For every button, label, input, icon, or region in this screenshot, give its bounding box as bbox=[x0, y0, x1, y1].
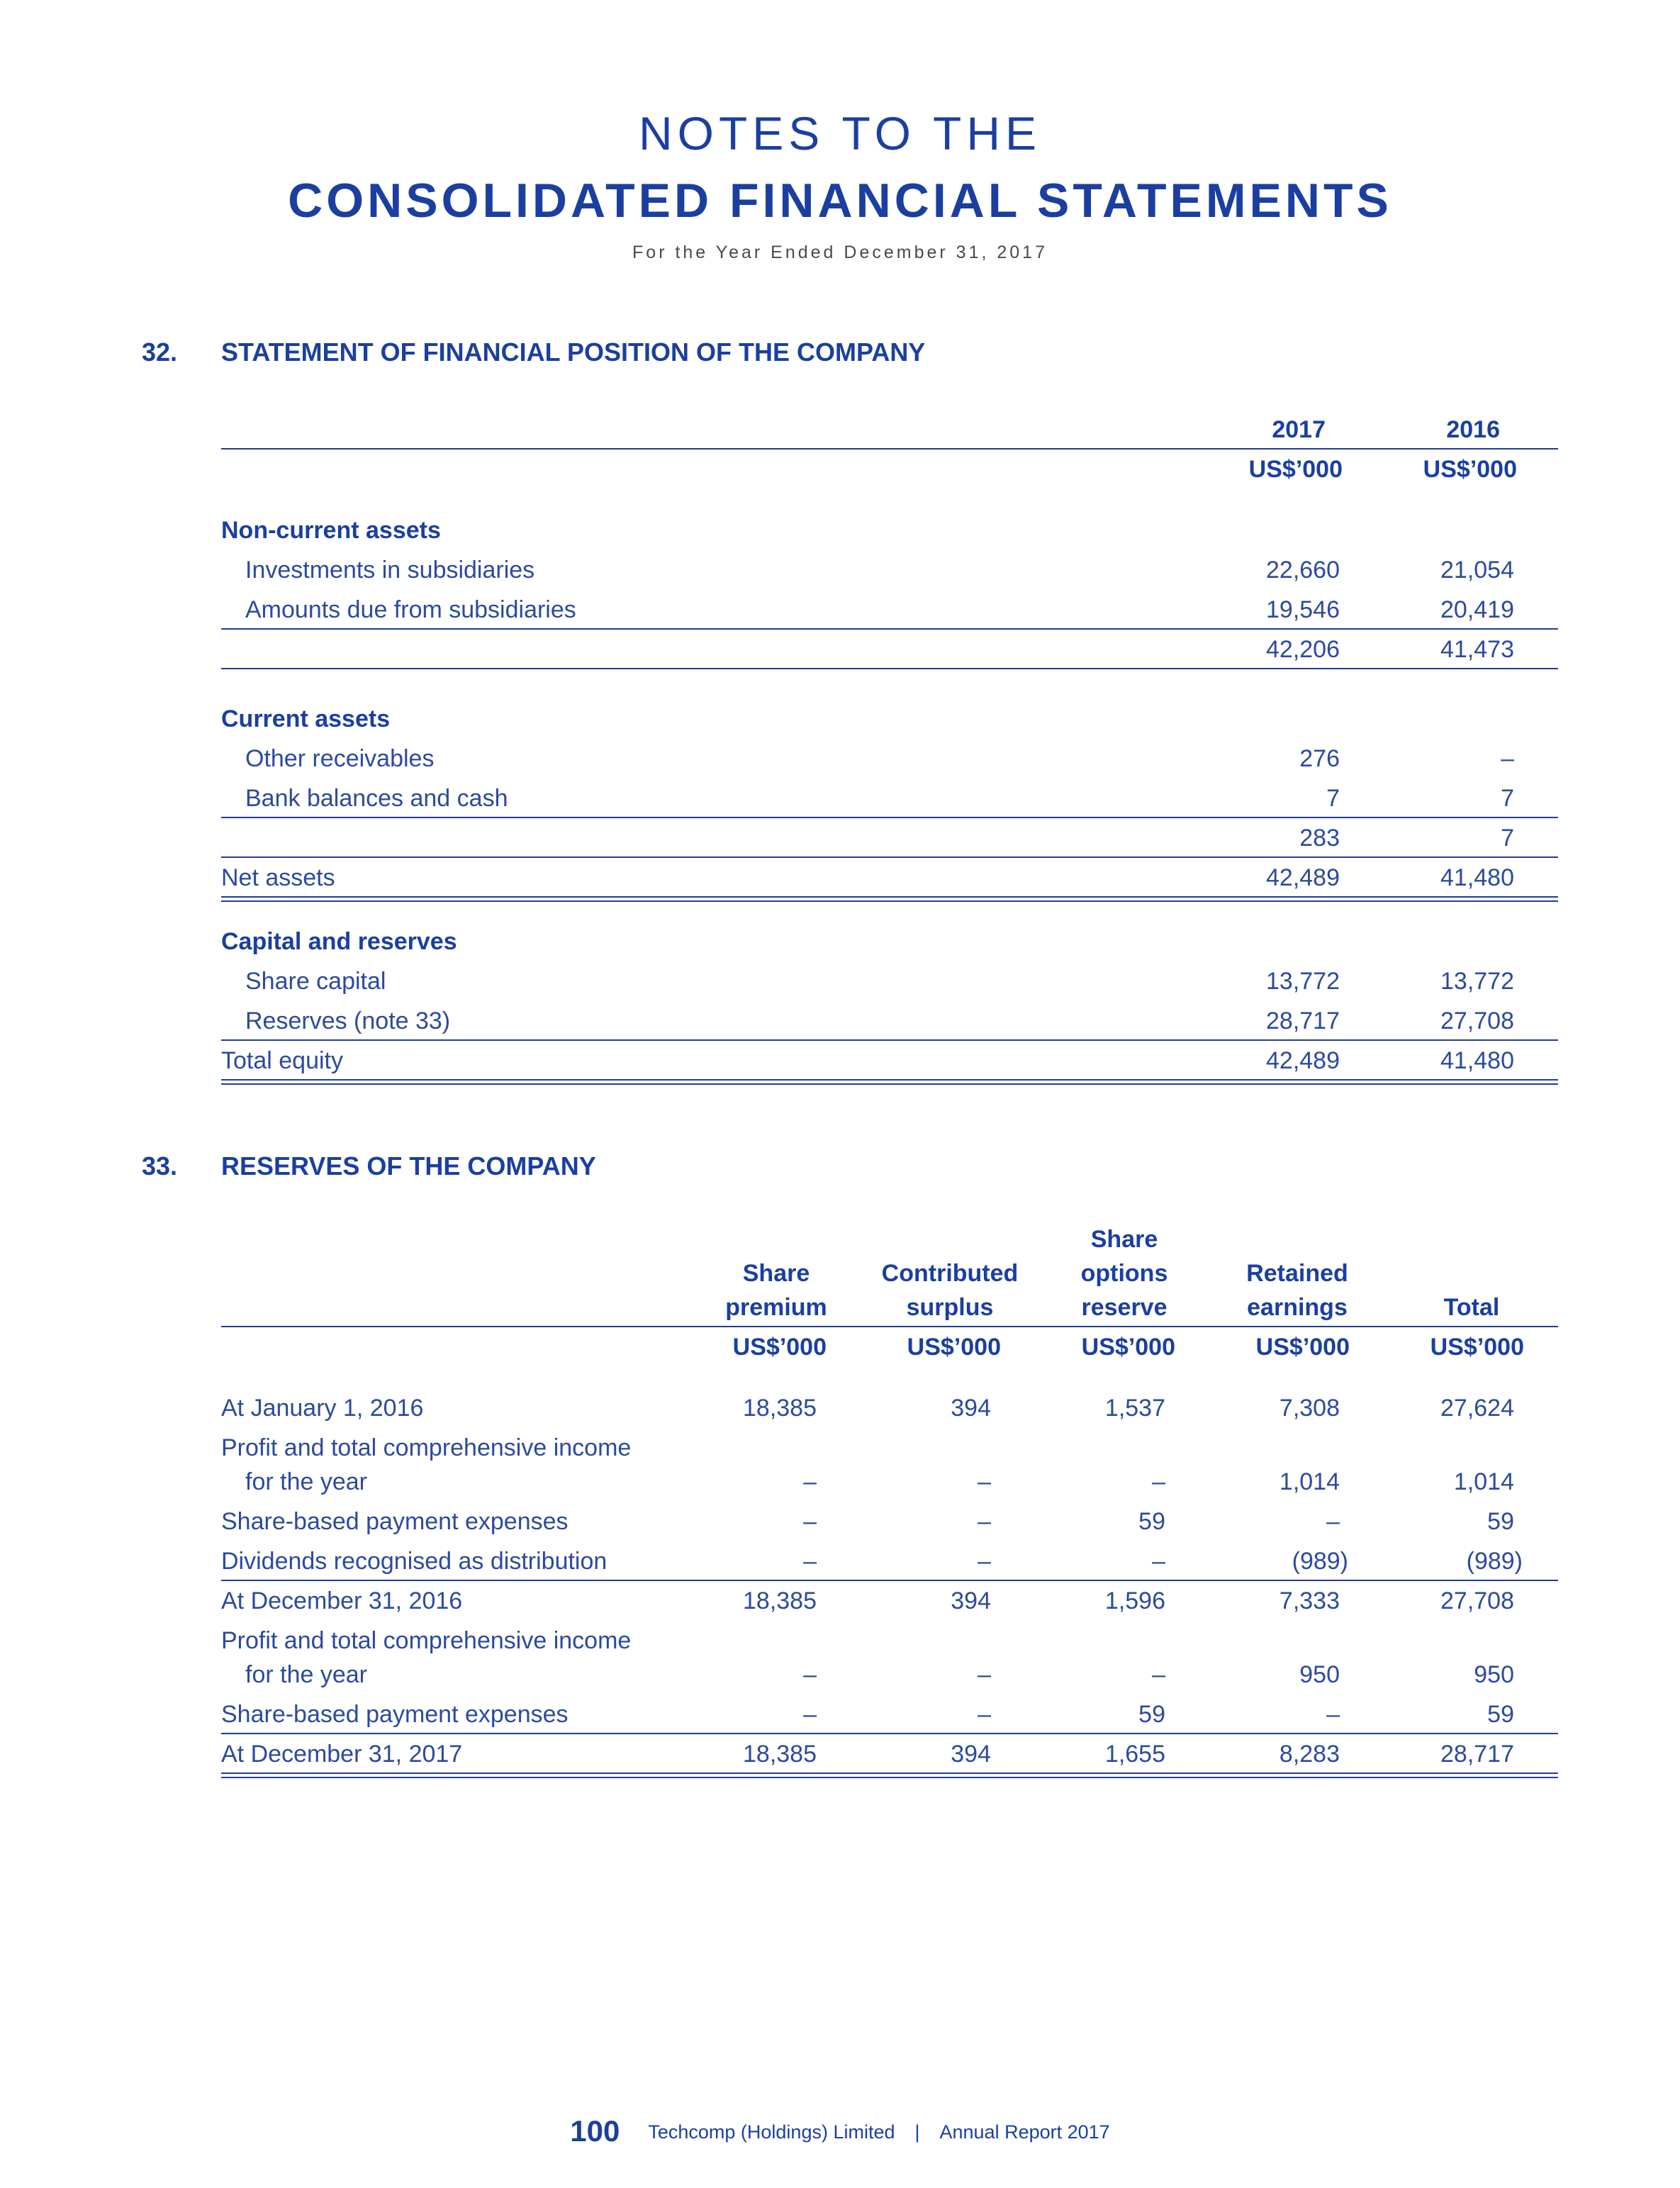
page-header-subtitle: For the Year Ended December 31, 2017 bbox=[632, 242, 1048, 262]
divider bbox=[221, 668, 1558, 669]
row-value: 1,014 bbox=[1453, 1468, 1514, 1495]
row-value: – bbox=[1152, 1548, 1165, 1575]
noncurrent-assets-heading: Non-current assets bbox=[221, 517, 441, 544]
row-value: (989) bbox=[1466, 1548, 1523, 1575]
col-unit-2017: US$’000 bbox=[1248, 456, 1343, 483]
row-value: 28,717 bbox=[1440, 1741, 1514, 1768]
row-value: – bbox=[1152, 1661, 1165, 1688]
row-value: (989) bbox=[1292, 1548, 1348, 1575]
investments-2016: 21,054 bbox=[1440, 557, 1514, 584]
row-value: 18,385 bbox=[743, 1587, 817, 1614]
other-receivables-label: Other receivables bbox=[245, 745, 435, 772]
section-32-title: STATEMENT OF FINANCIAL POSITION OF THE COMPANY bbox=[221, 337, 926, 367]
reserves-2016: 27,708 bbox=[1440, 1008, 1514, 1034]
noncurrent-total-2016: 41,473 bbox=[1440, 636, 1514, 663]
total-equity-2016: 41,480 bbox=[1440, 1047, 1514, 1074]
share-capital-2016: 13,772 bbox=[1440, 968, 1514, 995]
investments-label: Investments in subsidiaries bbox=[245, 557, 535, 584]
page-header-title: CONSOLIDATED FINANCIAL STATEMENTS bbox=[288, 174, 1392, 228]
row-value: 59 bbox=[1487, 1701, 1514, 1728]
col-unit-2016: US$’000 bbox=[1423, 456, 1517, 483]
col-unit: US$’000 bbox=[907, 1334, 1001, 1361]
row-value: 950 bbox=[1299, 1661, 1340, 1688]
capital-reserves-heading: Capital and reserves bbox=[221, 928, 457, 955]
double-underline bbox=[221, 900, 1558, 902]
double-underline bbox=[221, 1079, 1558, 1081]
amounts-due-2017: 19,546 bbox=[1266, 596, 1340, 623]
col-share-premium-line1: Share bbox=[742, 1260, 810, 1287]
row-label: Profit and total comprehensive income bbox=[221, 1627, 632, 1654]
current-total-2017: 283 bbox=[1299, 825, 1340, 852]
noncurrent-total-2017: 42,206 bbox=[1266, 636, 1340, 663]
col-share-premium-line2: premium bbox=[725, 1294, 827, 1321]
col-share-options-line2: options bbox=[1080, 1260, 1168, 1287]
section-33-number: 33. bbox=[142, 1151, 178, 1180]
row-value: 1,014 bbox=[1279, 1468, 1340, 1495]
double-underline bbox=[221, 1777, 1558, 1778]
row-value: 18,385 bbox=[743, 1741, 817, 1768]
row-value: 27,624 bbox=[1440, 1395, 1514, 1422]
row-value: 950 bbox=[1474, 1661, 1514, 1688]
reserves-label: Reserves (note 33) bbox=[245, 1008, 451, 1034]
double-underline bbox=[221, 896, 1558, 898]
col-share-options-line1: Share bbox=[1090, 1226, 1158, 1253]
row-value: 7,333 bbox=[1279, 1587, 1340, 1614]
row-label: Profit and total comprehensive income bbox=[221, 1434, 632, 1461]
col-retained-earnings-line2: earnings bbox=[1247, 1294, 1348, 1321]
row-value: – bbox=[803, 1548, 817, 1575]
divider bbox=[221, 817, 1558, 818]
row-label: Share-based payment expenses bbox=[221, 1701, 569, 1728]
col-total-line1: Total bbox=[1443, 1294, 1500, 1321]
row-label: At January 1, 2016 bbox=[221, 1395, 424, 1422]
divider bbox=[221, 1580, 1558, 1581]
share-capital-label: Share capital bbox=[245, 968, 386, 995]
row-value: – bbox=[803, 1468, 817, 1495]
current-total-2016: 7 bbox=[1501, 825, 1514, 852]
total-equity-2017: 42,489 bbox=[1266, 1047, 1340, 1074]
reserves-2017: 28,717 bbox=[1266, 1008, 1340, 1034]
double-underline bbox=[221, 1773, 1558, 1774]
col-year-2016: 2016 bbox=[1446, 416, 1500, 443]
share-capital-2017: 13,772 bbox=[1266, 968, 1340, 995]
footer-separator: | bbox=[914, 2121, 920, 2143]
bank-balances-2016: 7 bbox=[1501, 785, 1514, 812]
net-assets-2016: 41,480 bbox=[1440, 864, 1514, 891]
divider bbox=[221, 1326, 1558, 1327]
row-value: – bbox=[1326, 1701, 1340, 1728]
row-label-cont: for the year bbox=[245, 1468, 367, 1495]
row-value: 27,708 bbox=[1440, 1587, 1514, 1614]
row-label-cont: for the year bbox=[245, 1661, 367, 1688]
amounts-due-2016: 20,419 bbox=[1440, 596, 1514, 623]
page-header-line1: NOTES TO THE bbox=[638, 107, 1042, 160]
col-unit: US$’000 bbox=[1081, 1334, 1175, 1361]
footer-report: Annual Report 2017 bbox=[939, 2121, 1110, 2143]
page-footer bbox=[0, 2114, 1680, 2148]
net-assets-label: Net assets bbox=[221, 864, 335, 891]
col-unit: US$’000 bbox=[1255, 1334, 1350, 1361]
bank-balances-label: Bank balances and cash bbox=[245, 785, 508, 812]
total-equity-label: Total equity bbox=[221, 1047, 343, 1074]
col-unit: US$’000 bbox=[732, 1334, 827, 1361]
row-label: At December 31, 2017 bbox=[221, 1741, 463, 1768]
row-value: 59 bbox=[1487, 1508, 1514, 1535]
row-value: – bbox=[1326, 1508, 1340, 1535]
bank-balances-2017: 7 bbox=[1326, 785, 1340, 812]
row-value: – bbox=[978, 1548, 991, 1575]
row-value: 8,283 bbox=[1279, 1741, 1340, 1768]
col-contributed-surplus-line1: Contributed bbox=[881, 1260, 1019, 1287]
divider bbox=[221, 628, 1558, 630]
row-value: 394 bbox=[951, 1587, 991, 1614]
current-assets-heading: Current assets bbox=[221, 705, 391, 732]
col-share-options-line3: reserve bbox=[1081, 1294, 1167, 1321]
footer-company: Techcomp (Holdings) Limited bbox=[648, 2121, 895, 2143]
col-unit: US$’000 bbox=[1430, 1334, 1524, 1361]
divider bbox=[221, 1039, 1558, 1041]
amounts-due-label: Amounts due from subsidiaries bbox=[245, 596, 576, 623]
row-value: 59 bbox=[1138, 1508, 1165, 1535]
divider bbox=[221, 1733, 1558, 1734]
row-label: At December 31, 2016 bbox=[221, 1587, 463, 1614]
other-receivables-2016: – bbox=[1501, 745, 1514, 772]
row-value: – bbox=[978, 1508, 991, 1535]
net-assets-2017: 42,489 bbox=[1266, 864, 1340, 891]
row-value: 18,385 bbox=[743, 1395, 817, 1422]
row-value: 1,596 bbox=[1104, 1587, 1165, 1614]
divider bbox=[221, 448, 1558, 450]
row-value: – bbox=[978, 1701, 991, 1728]
row-value: – bbox=[978, 1661, 991, 1688]
row-value: 394 bbox=[951, 1395, 991, 1422]
double-underline bbox=[221, 1083, 1558, 1085]
col-year-2017: 2017 bbox=[1272, 416, 1326, 443]
col-contributed-surplus-line2: surplus bbox=[906, 1294, 994, 1321]
row-value: – bbox=[978, 1468, 991, 1495]
row-label: Dividends recognised as distribution bbox=[221, 1548, 607, 1575]
row-value: – bbox=[803, 1508, 817, 1535]
section-33-title: RESERVES OF THE COMPANY bbox=[221, 1151, 596, 1180]
row-value: 7,308 bbox=[1279, 1395, 1340, 1422]
row-value: 59 bbox=[1138, 1701, 1165, 1728]
row-value: – bbox=[1152, 1468, 1165, 1495]
other-receivables-2017: 276 bbox=[1299, 745, 1340, 772]
row-value: 394 bbox=[951, 1741, 991, 1768]
investments-2017: 22,660 bbox=[1266, 557, 1340, 584]
section-32-number: 32. bbox=[142, 337, 178, 367]
page-number: 100 bbox=[570, 2114, 620, 2148]
col-retained-earnings-line1: Retained bbox=[1246, 1260, 1348, 1287]
row-value: 1,537 bbox=[1104, 1395, 1165, 1422]
row-label: Share-based payment expenses bbox=[221, 1508, 569, 1535]
row-value: – bbox=[803, 1661, 817, 1688]
row-value: 1,655 bbox=[1104, 1741, 1165, 1768]
row-value: – bbox=[803, 1701, 817, 1728]
divider bbox=[221, 856, 1558, 858]
